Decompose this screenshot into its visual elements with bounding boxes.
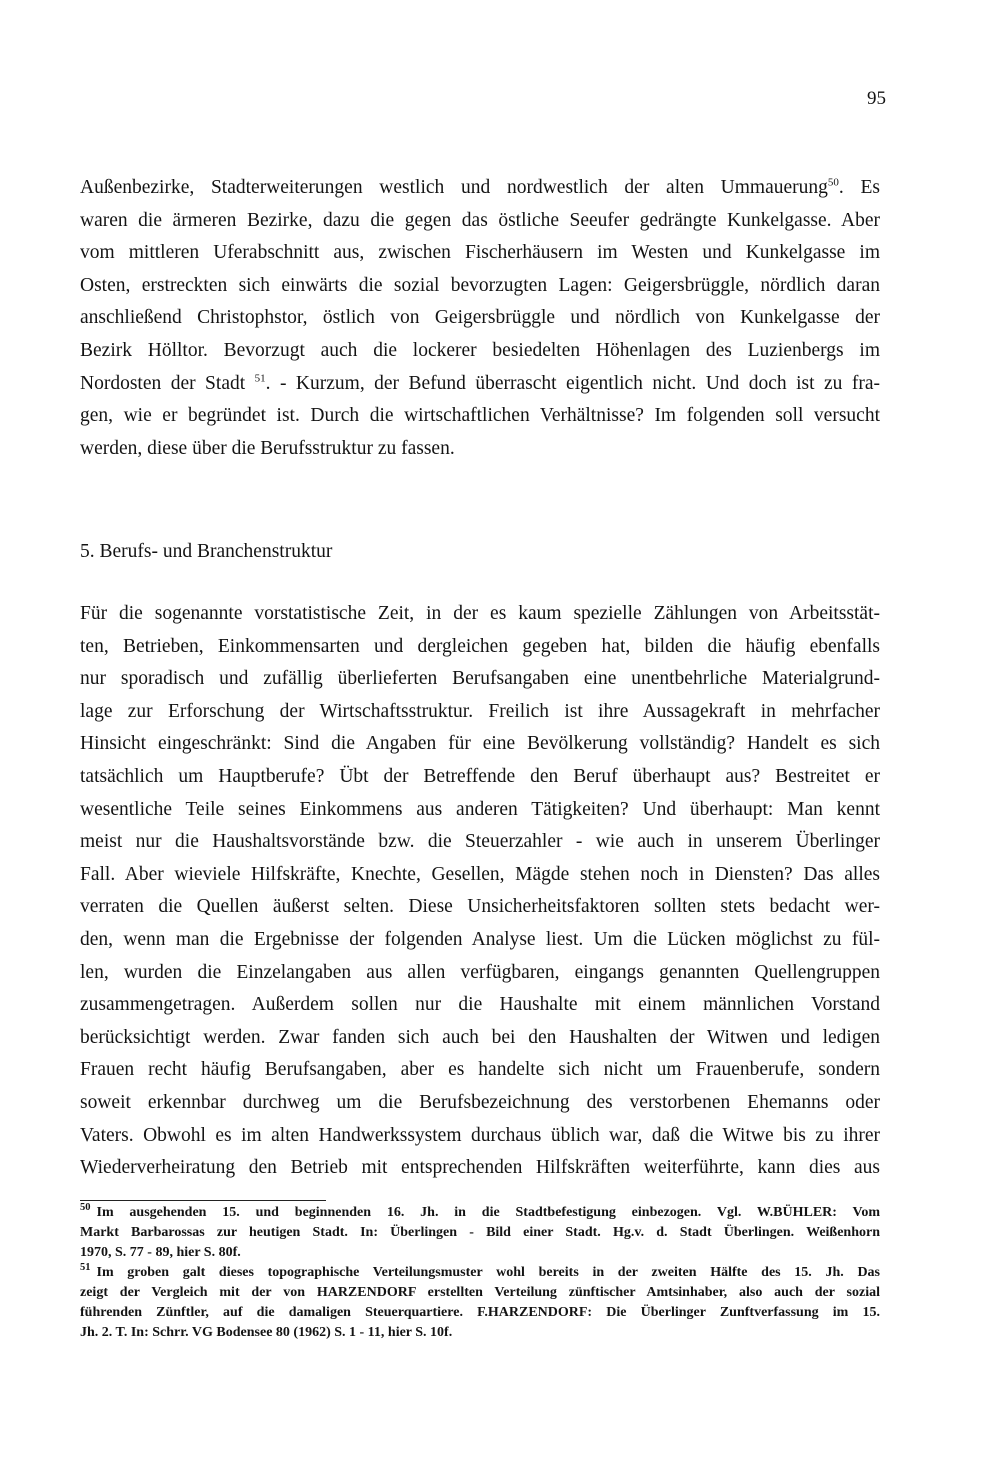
footnote-50-line: 1970, S. 77 - 89, hier S. 80f.	[80, 1245, 241, 1260]
footnote-51-line: führenden Zünftler, auf die damaligen Steuerquartiere. F.HARZENDORF: Die Überlinger Zunftverfassung im 15.	[80, 1305, 880, 1320]
text-line: Außenbezirke, Stadterweiterungen westlich und nordwestlich der alten Ummauerung$^{50}$. Es	[80, 176, 881, 198]
footnote-ref-51: 51	[254, 372, 266, 385]
paragraph-body	[80, 598, 880, 1185]
section-heading: 5. Berufs- und Branchenstruktur	[80, 541, 333, 562]
footnote-51-line: Jh. 2. T. In: Schrr. VG Bodensee 80 (1962) S. 1 - 11, hier S. 10f.	[80, 1325, 453, 1340]
footnote-51-line: zeigt der Vergleich mit der von HARZENDORF erstellten Verteilung zünftischer Amtsinhaber, also auch der sozial	[80, 1285, 880, 1300]
text-line: waren die ärmeren Bezirke, dazu die gegen das östliche Seeufer gedrängte Kunkelgasse. Aber	[80, 209, 880, 231]
text-line: anschließend Christophstor, östlich von Geigersbrüggle und nördlich von Kunkelgasse der	[80, 307, 880, 329]
page-number: 95	[867, 88, 886, 109]
text-line: lage zur Erforschung der Wirtschaftsstruktur. Freilich ist ihre Aussagekraft in mehrfacher	[80, 700, 880, 722]
text-line: verraten die Quellen äußerst selten. Diese Unsicherheitsfaktoren sollten stets bedacht wer-	[80, 896, 880, 918]
text-line: den, wenn man die Ergebnisse der folgenden Analyse liest. Um die Lücken möglichst zu fül-	[80, 928, 880, 950]
text-line: zusammengetragen. Außerdem sollen nur die Haushalte mit einem männlichen Vorstand	[80, 994, 880, 1016]
paragraph-intro	[80, 172, 880, 465]
footnotes	[80, 1203, 880, 1343]
text-line: ten, Betrieben, Einkommensarten und dergleichen gegeben hat, bilden die häufig ebenfalls	[80, 635, 880, 657]
text-line: Für die sogenannte vorstatistische Zeit, in der es kaum spezielle Zählungen von Arbeitsstät-	[80, 603, 880, 624]
text-line: Vaters. Obwohl es im alten Handwerkssystem durchaus üblich war, daß die Witwe bis zu ihrer	[80, 1124, 880, 1146]
footnote-51-line: $^{51}$ Im groben galt dieses topographische Verteilungsmuster wohl bereits in der zweiten Hälfte des 15. Jh. Das	[80, 1262, 880, 1280]
footnote-ref-50: 50	[827, 176, 839, 189]
footnote-50-line: Markt Barbarossas zur heutigen Stadt. In: Überlingen - Bild einer Stadt. Hg.v. d. Stadt Überlingen. Weißenhorn	[80, 1225, 880, 1240]
text-line: Wiederverheiratung den Betrieb mit entsprechenden Hilfskräften weiterführte, kann dies aus	[80, 1157, 880, 1179]
text-line: Nordosten der Stadt $^{51}$. - Kurzum, der Befund überrascht eigentlich nicht. Und doch ist zu fra-	[80, 372, 881, 394]
text-line: vom mittleren Uferabschnitt aus, zwischen Fischerhäusern im Westen und Kunkelgasse im	[80, 242, 880, 264]
footnote-50-line: $^{50}$ Im ausgehenden 15. und beginnenden 16. Jh. in die Stadtbefestigung einbezogen. Vgl. W.BÜHLER: Vom	[80, 1202, 880, 1220]
text-line: meist nur die Haushaltsvorstände bzw. die Steuerzahler - wie auch in unserem Überlinger	[80, 831, 880, 853]
text-line: Frauen recht häufig Berufsangaben, aber es handelte sich nicht um Frauenberufe, sondern	[80, 1059, 880, 1081]
text-line: soweit erkennbar durchweg um die Berufsbezeichnung des verstorbenen Ehemanns oder	[80, 1091, 880, 1113]
footnote-number: 51	[80, 1262, 91, 1274]
text-line: len, wurden die Einzelangaben aus allen verfügbaren, eingangs genannten Quellengruppen	[80, 961, 880, 983]
footnote-number: 50	[80, 1202, 91, 1214]
text-line: Hinsicht eingeschränkt: Sind die Angaben für eine Bevölkerung vollständig? Handelt es sich	[80, 733, 880, 755]
text-line: tatsächlich um Hauptberufe? Übt der Betreffende den Beruf überhaupt aus? Bestreitet er	[80, 765, 880, 787]
text-line: nur sporadisch und zufällig überlieferten Berufsangaben eine unentbehrliche Materialgrund-	[80, 668, 880, 690]
text-line: werden, diese über die Berufsstruktur zu fassen.	[80, 437, 455, 459]
text-line: berücksichtigt werden. Zwar fanden sich auch bei den Haushalten der Witwen und ledigen	[80, 1026, 880, 1048]
text-line: gen, wie er begründet ist. Durch die wirtschaftlichen Verhältnisse? Im folgenden soll versucht	[80, 405, 880, 427]
footnote-separator	[80, 1200, 326, 1201]
text-line: wesentliche Teile seines Einkommens aus anderen Tätigkeiten? Und überhaupt: Man kennt	[80, 798, 880, 820]
text-line: Osten, erstreckten sich einwärts die sozial bevorzugten Lagen: Geigersbrüggle, nördlich daran	[80, 274, 880, 296]
text-line: Fall. Aber wieviele Hilfskräfte, Knechte, Gesellen, Mägde stehen noch in Diensten? Das alles	[80, 863, 880, 885]
text-line: Bezirk Hölltor. Bevorzugt auch die lockerer besiedelten Höhenlagen des Luzienbergs im	[80, 339, 880, 361]
